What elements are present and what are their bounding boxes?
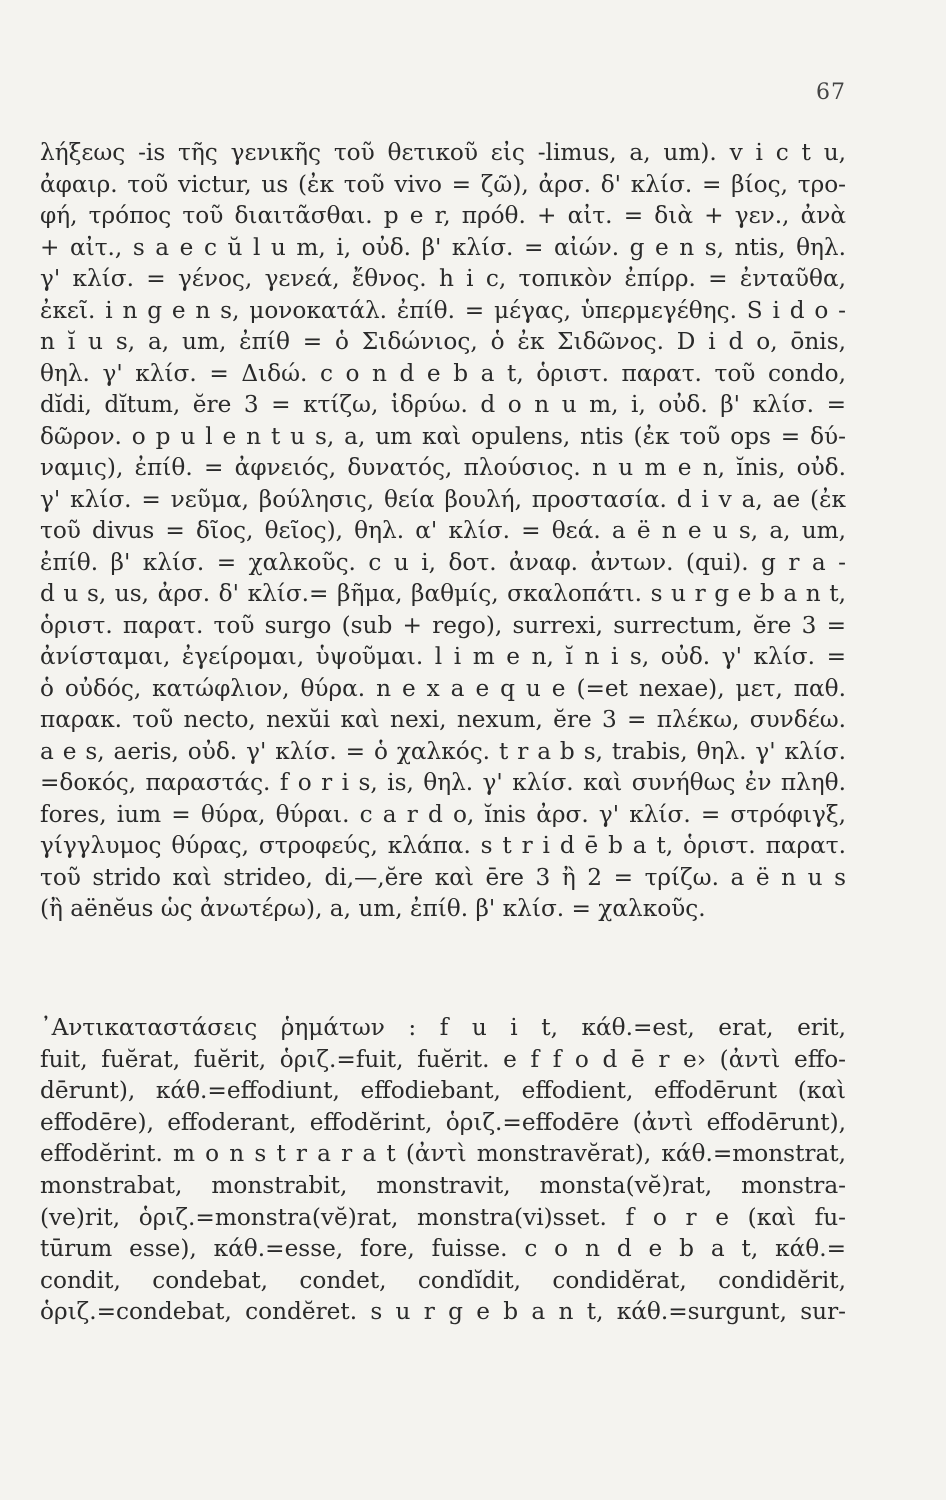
text-line: τοῦ divus = δῖος, θεῖος), θηλ. α' κλίσ. = θεά. a ë n e u s, a, um, xyxy=(40,517,846,544)
text-line: γ' κλίσ. = νεῦμα, βούλησις, θεία βουλή, προστασία. d i v a, ae (ἐκ xyxy=(40,485,846,513)
text-line: θηλ. γ' κλίσ. = Διδώ. c o n d e b a t, ὁριστ. παρατ. τοῦ condo, xyxy=(40,359,846,387)
text-line: παρακ. τοῦ necto, nexŭi καὶ nexi, nexum, ĕre 3 = πλέκω, συνδέω. xyxy=(40,706,846,733)
text-line: + αἰτ., s a e c ŭ l u m, i, οὐδ. β' κλίσ. = αἰών. g e n s, ntis, θηλ. xyxy=(40,233,846,261)
text-line: ὁριζ.=condebat, condĕret. s u r g e b a n t, κάθ.=surgunt, sur- xyxy=(40,1298,846,1326)
text-line: (ve)rit, ὁριζ.=monstra(vĕ)rat, monstra(vi)sset. f o r e (καὶ fu- xyxy=(40,1203,846,1231)
text-line: a e s, aeris, οὐδ. γ' κλίσ. = ὁ χαλκός. t r a b s, trabis, θηλ. γ' κλίσ. xyxy=(40,737,846,765)
page-number: 67 xyxy=(816,80,846,105)
text-line: condit, condebat, condet, condĭdit, condidĕrat, condidĕrit, xyxy=(40,1266,846,1294)
text-line: ᾿Αντικαταστάσεις ῥημάτων : f u i t, κάθ.=est, erat, erit, xyxy=(40,1014,846,1041)
text-line: effodĕrint. m o n s t r a r a t (ἀντὶ monstravĕrat), κάθ.=monstrat, xyxy=(40,1140,846,1168)
text-line: γίγγλυμος θύρας, στροφεύς, κλάπα. s t r i d ē b a t, ὁριστ. παρατ. xyxy=(40,832,846,859)
text-line: ἐπίθ. β' κλίσ. = χαλκοῦς. c u i, δοτ. ἀναφ. ἀντων. (qui). g r a - xyxy=(40,548,846,576)
text-line: n ĭ u s, a, um, ἐπίθ = ὁ Σιδώνιος, ὁ ἐκ Σιδῶνος. D i d o, ōnis, xyxy=(40,328,846,355)
text-line: d u s, us, ἀρσ. δ' κλίσ.= βῆμα, βαθμίς, σκαλοπάτι. s u r g e b a n t, xyxy=(40,580,846,607)
text-line: τοῦ strido καὶ strideo, di,—,ĕre καὶ ēre 3 ἢ 2 = τρίζω. a ë n u s xyxy=(40,863,846,891)
text-line: effodēre), effoderant, effodĕrint, ὁριζ.=effodēre (ἀντὶ effodērunt), xyxy=(40,1108,846,1136)
text-line: dĭdi, dĭtum, ĕre 3 = κτίζω, ἱδρύω. d o n u m, i, οὐδ. β' κλίσ. = xyxy=(40,391,846,418)
text-line: dērunt), κάθ.=effodiunt, effodiebant, effodient, effodērunt (καὶ xyxy=(40,1077,846,1105)
verb-substitutions-section xyxy=(40,1012,846,1328)
text-line: =δοκός, παραστάς. f o r i s, is, θηλ. γ' κλίσ. καὶ συνήθως ἐν πληθ. xyxy=(40,769,846,796)
text-line: ὁ οὐδός, κατώφλιον, θύρα. n e x a e q u e (=et nexae), μετ, παθ. xyxy=(40,674,846,702)
text-line: fores, ium = θύρα, θύραι. c a r d o, ĭnis ἀρσ. γ' κλίσ. = στρόφιγξ, xyxy=(40,800,846,828)
text-line: ἀνίσταμαι, ἐγείρομαι, ὑψοῦμαι. l i m e n, ĭ n i s, οὐδ. γ' κλίσ. = xyxy=(40,643,846,670)
text-line: γ' κλίσ. = γένος, γενεά, ἔθνος. h i c, τοπικὸν ἐπίρρ. = ἐνταῦθα, xyxy=(40,265,846,292)
text-line: φή, τρόπος τοῦ διαιτᾶσθαι. p e r, πρόθ. + αἰτ. = διὰ + γεν., ἀνὰ xyxy=(40,202,846,229)
text-line: ὁριστ. παρατ. τοῦ surgo (sub + rego), surrexi, surrectum, ĕre 3 = xyxy=(40,611,846,639)
vocabulary-notes-section xyxy=(40,137,846,925)
text-line: ναμις), ἐπίθ. = ἀφνειός, δυνατός, πλούσιος. n u m e n, ĭnis, οὐδ. xyxy=(40,454,846,481)
text-line: ἀφαιρ. τοῦ victur, us (ἐκ τοῦ vivo = ζῶ), ἀρσ. δ' κλίσ. = βίος, τρο- xyxy=(40,170,846,198)
text-line: fuit, fuĕrat, fuĕrit, ὁριζ.=fuit, fuĕrit. e f f o d ē r e› (ἀντὶ effo- xyxy=(40,1045,846,1073)
text-line: monstrabat, monstrabit, monstravit, monsta(vĕ)rat, monstra- xyxy=(40,1171,846,1199)
text-line: tūrum esse), κάθ.=esse, fore, fuisse. c o n d e b a t, κάθ.= xyxy=(40,1235,846,1263)
text-line: ἐκεῖ. i n g e n s, μονοκατάλ. ἐπίθ. = μέγας, ὑπερμεγέθης. S i d o - xyxy=(40,296,846,324)
text-line: (ἢ aënĕus ὡς ἀνωτέρω), a, um, ἐπίθ. β' κλίσ. = χαλκοῦς. xyxy=(40,895,706,922)
text-line: λήξεως -is τῆς γενικῆς τοῦ θετικοῦ εἰς -limus, a, um). v i c t u, xyxy=(40,139,846,166)
text-line: δῶρον. o p u l e n t u s, a, um καὶ opulens, ntis (ἐκ τοῦ ops = δύ- xyxy=(40,422,846,450)
